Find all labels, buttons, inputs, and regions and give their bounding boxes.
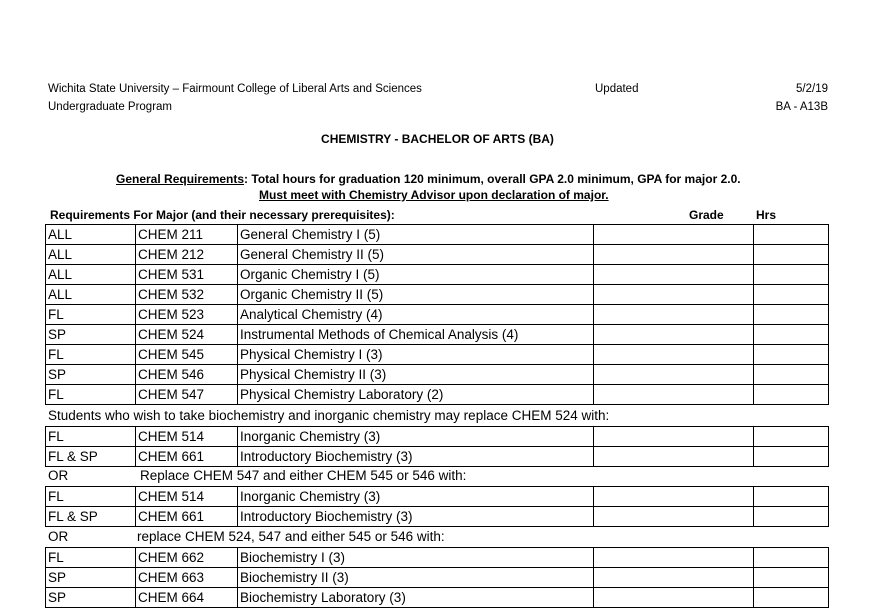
term-cell: SP bbox=[48, 590, 67, 605]
course-code-cell: CHEM 523 bbox=[135, 305, 237, 324]
course-title-cell: Introductory Biochemistry (3) bbox=[237, 507, 593, 526]
grade-cell[interactable] bbox=[593, 588, 753, 607]
biochem-option-note: Students who wish to take biochemistry and inorganic chemistry may replace CHEM 524 with: bbox=[48, 408, 610, 423]
course-title-cell: Organic Chemistry II (5) bbox=[237, 285, 593, 304]
grade-cell[interactable] bbox=[593, 225, 753, 244]
course-code-cell: CHEM 212 bbox=[135, 245, 237, 264]
course-row bbox=[45, 345, 829, 365]
grade-cell[interactable] bbox=[593, 245, 753, 264]
term-cell: ALL bbox=[48, 287, 73, 302]
grade-cell[interactable] bbox=[593, 568, 753, 587]
term-cell: FL & SP bbox=[48, 449, 98, 464]
course-row bbox=[45, 365, 829, 385]
course-title-cell: Biochemistry I (3) bbox=[237, 548, 593, 567]
term-cell: SP bbox=[48, 367, 67, 382]
course-code-cell: CHEM 661 bbox=[135, 447, 237, 466]
form-code: BA - A13B bbox=[775, 101, 828, 113]
grade-cell[interactable] bbox=[593, 325, 753, 344]
hrs-cell[interactable] bbox=[753, 507, 830, 526]
grade-cell[interactable] bbox=[593, 427, 753, 446]
hrs-cell[interactable] bbox=[753, 385, 830, 404]
course-title-cell: General Chemistry II (5) bbox=[237, 245, 593, 264]
course-code-cell: CHEM 532 bbox=[135, 285, 237, 304]
course-title-cell: Physical Chemistry II (3) bbox=[237, 365, 593, 384]
general-requirements-label: General Requirements bbox=[116, 172, 245, 186]
course-row bbox=[45, 305, 829, 325]
course-row bbox=[45, 447, 829, 467]
advisor-notice: Must meet with Chemistry Advisor upon declaration of major. bbox=[259, 188, 609, 202]
course-row bbox=[45, 265, 829, 285]
course-code-cell: CHEM 663 bbox=[135, 568, 237, 587]
grade-cell[interactable] bbox=[593, 365, 753, 384]
grade-cell[interactable] bbox=[593, 305, 753, 324]
hrs-cell[interactable] bbox=[753, 265, 830, 284]
course-row bbox=[45, 486, 829, 507]
course-title-cell: Organic Chemistry I (5) bbox=[237, 265, 593, 284]
or-label-1: OR bbox=[48, 468, 69, 483]
course-row bbox=[45, 507, 829, 527]
hrs-cell[interactable] bbox=[753, 305, 830, 324]
course-row bbox=[45, 224, 829, 245]
hrs-cell[interactable] bbox=[753, 285, 830, 304]
course-title-cell: Instrumental Methods of Chemical Analysis (4) bbox=[237, 325, 593, 344]
course-code-cell: CHEM 662 bbox=[135, 548, 237, 567]
hrs-column-header: Hrs bbox=[756, 208, 777, 222]
term-cell: FL bbox=[48, 550, 64, 565]
or-label-2: OR bbox=[48, 529, 69, 544]
updated-date: 5/2/19 bbox=[796, 83, 828, 95]
grade-cell[interactable] bbox=[593, 447, 753, 466]
course-title-cell: Biochemistry Laboratory (3) bbox=[237, 588, 593, 607]
grade-cell[interactable] bbox=[593, 345, 753, 364]
course-code-cell: CHEM 514 bbox=[135, 427, 237, 446]
course-code-cell: CHEM 524 bbox=[135, 325, 237, 344]
hrs-cell[interactable] bbox=[753, 427, 830, 446]
page-title: CHEMISTRY - BACHELOR OF ARTS (BA) bbox=[321, 132, 554, 146]
term-cell: FL bbox=[48, 307, 64, 322]
course-row bbox=[45, 547, 829, 568]
hrs-cell[interactable] bbox=[753, 325, 830, 344]
course-row bbox=[45, 568, 829, 588]
course-code-cell: CHEM 531 bbox=[135, 265, 237, 284]
term-cell: ALL bbox=[48, 267, 73, 282]
course-title-cell: Physical Chemistry I (3) bbox=[237, 345, 593, 364]
course-title-cell: Inorganic Chemistry (3) bbox=[237, 427, 593, 446]
course-title-cell: Introductory Biochemistry (3) bbox=[237, 447, 593, 466]
hrs-cell[interactable] bbox=[753, 568, 830, 587]
hrs-cell[interactable] bbox=[753, 548, 830, 567]
general-requirements bbox=[116, 172, 741, 186]
hrs-cell[interactable] bbox=[753, 225, 830, 244]
term-cell: SP bbox=[48, 570, 67, 585]
term-cell: FL bbox=[48, 347, 64, 362]
course-row bbox=[45, 325, 829, 345]
course-code-cell: CHEM 661 bbox=[135, 507, 237, 526]
grade-cell[interactable] bbox=[593, 265, 753, 284]
program-label: Undergraduate Program bbox=[48, 101, 173, 113]
hrs-cell[interactable] bbox=[753, 588, 830, 607]
grade-cell[interactable] bbox=[593, 385, 753, 404]
grade-cell[interactable] bbox=[593, 548, 753, 567]
course-row bbox=[45, 588, 829, 608]
hrs-cell[interactable] bbox=[753, 345, 830, 364]
course-row bbox=[45, 285, 829, 305]
course-row bbox=[45, 245, 829, 265]
term-cell: FL bbox=[48, 387, 64, 402]
updated-label: Updated bbox=[595, 83, 639, 95]
institution-name: Wichita State University – Fairmount College of Liberal Arts and Sciences bbox=[48, 83, 422, 95]
grade-cell[interactable] bbox=[593, 487, 753, 506]
grade-column-header: Grade bbox=[689, 208, 724, 222]
requirements-heading: Requirements For Major (and their necessary prerequisites): bbox=[50, 208, 395, 222]
course-code-cell: CHEM 547 bbox=[135, 385, 237, 404]
general-requirements-text: : Total hours for graduation 120 minimum, overall GPA 2.0 minimum, GPA for major 2.0. bbox=[244, 172, 741, 186]
term-cell: ALL bbox=[48, 227, 73, 242]
term-cell: FL bbox=[48, 429, 64, 444]
term-cell: SP bbox=[48, 327, 67, 342]
hrs-cell[interactable] bbox=[753, 365, 830, 384]
course-code-cell: CHEM 211 bbox=[135, 225, 237, 244]
course-title-cell: Inorganic Chemistry (3) bbox=[237, 487, 593, 506]
hrs-cell[interactable] bbox=[753, 447, 830, 466]
grade-cell[interactable] bbox=[593, 285, 753, 304]
course-row bbox=[45, 385, 829, 405]
course-code-cell: CHEM 546 bbox=[135, 365, 237, 384]
hrs-cell[interactable] bbox=[753, 487, 830, 506]
course-title-cell: Physical Chemistry Laboratory (2) bbox=[237, 385, 593, 404]
course-title-cell: Biochemistry II (3) bbox=[237, 568, 593, 587]
course-code-cell: CHEM 545 bbox=[135, 345, 237, 364]
or-text-1: Replace CHEM 547 and either CHEM 545 or 546 with: bbox=[140, 468, 467, 483]
term-cell: ALL bbox=[48, 247, 73, 262]
hrs-cell[interactable] bbox=[753, 245, 830, 264]
course-code-cell: CHEM 664 bbox=[135, 588, 237, 607]
course-row bbox=[45, 426, 829, 447]
grade-cell[interactable] bbox=[593, 507, 753, 526]
or-text-2: replace CHEM 524, 547 and either 545 or 546 with: bbox=[137, 529, 445, 544]
course-code-cell: CHEM 514 bbox=[135, 487, 237, 506]
term-cell: FL bbox=[48, 489, 64, 504]
course-title-cell: Analytical Chemistry (4) bbox=[237, 305, 593, 324]
term-cell: FL & SP bbox=[48, 509, 98, 524]
course-title-cell: General Chemistry I (5) bbox=[237, 225, 593, 244]
